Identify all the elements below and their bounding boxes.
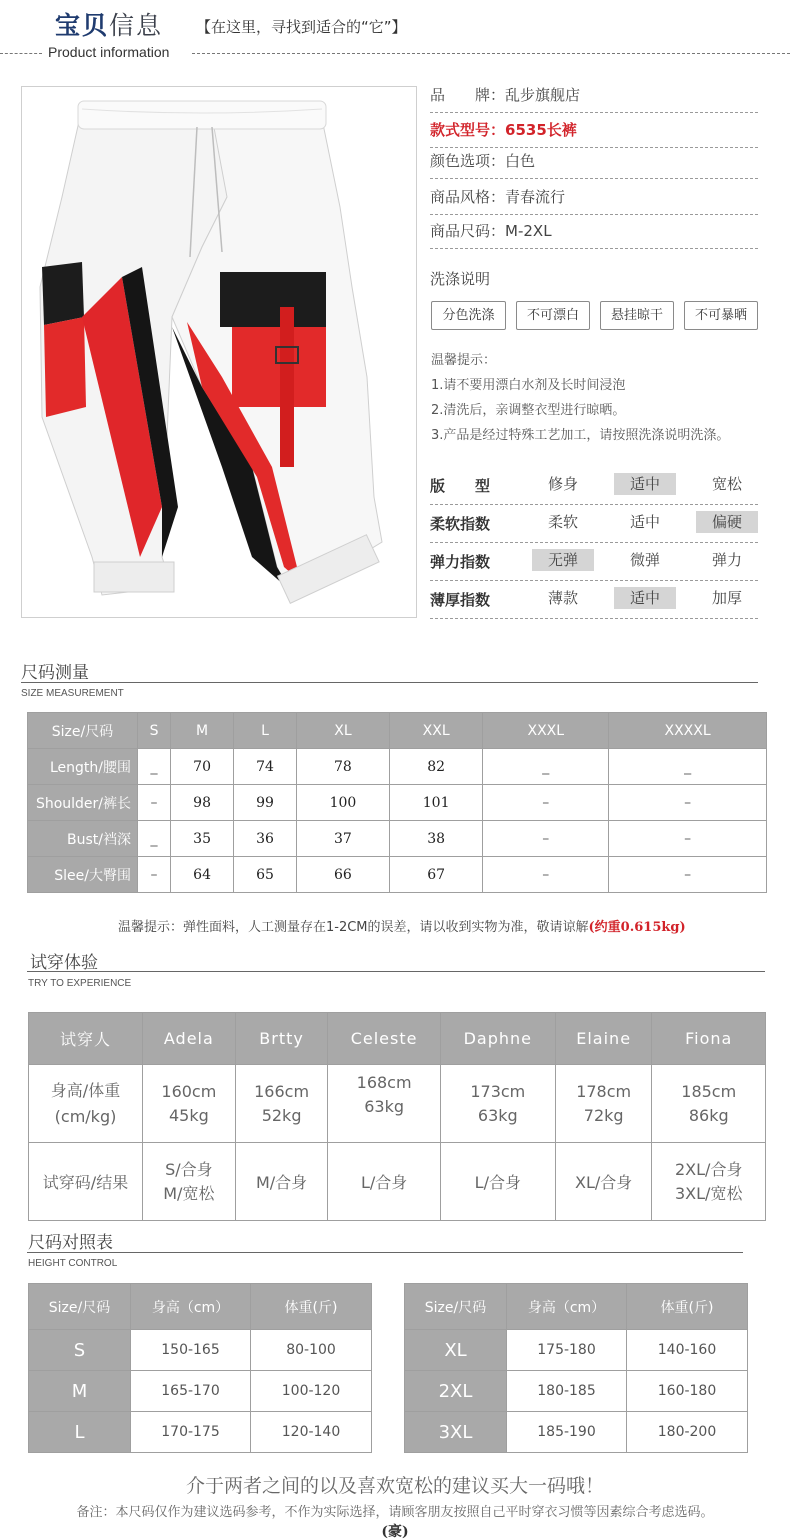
row-header: Slee/大臀围: [28, 857, 138, 893]
size-table: [27, 712, 767, 893]
divider: [21, 682, 758, 683]
section-subtitle: HEIGHT CONTROL: [28, 1258, 118, 1269]
table-header-cell: Daphne: [440, 1013, 555, 1065]
size-cell: M: [29, 1371, 131, 1412]
attr-option: 柔软: [547, 513, 578, 531]
table-header-cell: M: [171, 713, 234, 749]
table-header-cell: Brtty: [235, 1013, 328, 1065]
attr-option-selected: 适中: [614, 587, 676, 609]
size-advice: 介于两者之间的以及喜欢宽松的建议买大一码哦！: [185, 1475, 604, 1497]
table-header-row: [405, 1284, 748, 1330]
attr-option-selected: 适中: [614, 473, 676, 495]
table-header-cell: 身高（cm）: [131, 1284, 251, 1330]
table-row: [405, 1330, 748, 1371]
size-cell: S: [29, 1330, 131, 1371]
attr-option: 宽松: [711, 475, 742, 493]
table-header-row: [28, 713, 767, 749]
table-cell: 180-200: [627, 1412, 748, 1453]
table-cell: 66: [297, 857, 390, 893]
table-cell: 150-165: [131, 1330, 251, 1371]
table-cell: 140-160: [627, 1330, 748, 1371]
tip-line: 2.清洗后，亲调整衣型进行晾晒。: [431, 403, 626, 418]
attr-row-elasticity: 弹力指数 无弹 微弹 弹力: [430, 543, 758, 581]
attr-row-softness: 柔软指数 柔软 适中 偏硬: [430, 505, 758, 543]
table-cell: 37: [297, 821, 390, 857]
table-cell: 36: [234, 821, 297, 857]
section-subtitle: TRY TO EXPERIENCE: [28, 978, 132, 989]
table-cell: S/合身 M/宽松: [143, 1143, 236, 1221]
table-cell: _: [609, 749, 767, 785]
divider: [0, 53, 42, 54]
table-cell: 74: [234, 749, 297, 785]
attr-option: 弹力: [711, 551, 742, 569]
table-row: [28, 749, 767, 785]
table-cell: 185cm 86kg: [652, 1065, 766, 1143]
attr-option: 适中: [629, 513, 660, 531]
table-row: [29, 1412, 372, 1453]
table-cell: –: [138, 785, 171, 821]
table-cell: _: [483, 749, 609, 785]
table-cell: _: [138, 749, 171, 785]
table-cell: 178cm 72kg: [555, 1065, 652, 1143]
tips-title: 温馨提示：: [431, 353, 497, 368]
pants-illustration: [22, 87, 417, 618]
table-cell: 100-120: [251, 1371, 372, 1412]
table-cell: 175-180: [507, 1330, 627, 1371]
size-cell: XL: [405, 1330, 507, 1371]
table-row: [28, 785, 767, 821]
height-table-left: [28, 1283, 372, 1453]
tip-line: 3.产品是经过特殊工艺加工，请按照洗涤说明洗涤。: [431, 428, 730, 443]
table-row: [29, 1143, 766, 1221]
divider: [27, 971, 765, 972]
table-cell: 185-190: [507, 1412, 627, 1453]
size-note: 温馨提示：弹性面料，人工测量存在1-2CM的误差，请以收到实物为准，敬请谅解(约重0.615kg): [118, 920, 686, 935]
attr-option: 薄款: [547, 589, 578, 607]
attr-option: 修身: [547, 475, 578, 493]
table-cell: 173cm 63kg: [440, 1065, 555, 1143]
table-cell: 99: [234, 785, 297, 821]
section-title: 尺码对照表: [28, 1233, 113, 1253]
spec-style: 商品风格：青春流行: [430, 180, 758, 215]
table-header-cell: Fiona: [652, 1013, 766, 1065]
table-header-cell: XXXXL: [609, 713, 767, 749]
table-row: [29, 1065, 766, 1143]
product-image: [21, 86, 417, 618]
table-cell: 2XL/合身 3XL/宽松: [652, 1143, 766, 1221]
table-cell: 65: [234, 857, 297, 893]
tip-line: 1.请不要用漂白水剂及长时间浸泡: [431, 378, 626, 393]
row-header: Shoulder/裤长: [28, 785, 138, 821]
table-row: [29, 1330, 372, 1371]
table-cell: M/合身: [235, 1143, 328, 1221]
table-header-cell: XXL: [389, 713, 483, 749]
table-cell: 160cm 45kg: [143, 1065, 236, 1143]
table-cell: –: [138, 857, 171, 893]
table-header-cell: 体重(斤): [627, 1284, 748, 1330]
size-cell: 2XL: [405, 1371, 507, 1412]
table-cell: 170-175: [131, 1412, 251, 1453]
table-header-cell: 体重(斤): [251, 1284, 372, 1330]
table-row: [28, 821, 767, 857]
row-header: Length/腰围: [28, 749, 138, 785]
table-header-row: [29, 1013, 766, 1065]
table-cell: –: [483, 857, 609, 893]
table-header-cell: Size/尺码: [28, 713, 138, 749]
section-subtitle: SIZE MEASUREMENT: [21, 688, 124, 699]
row-header: 身高/体重 (cm/kg): [29, 1065, 143, 1143]
table-cell: 180-185: [507, 1371, 627, 1412]
spec-color: 颜色选项：白色: [430, 144, 758, 179]
table-row: [29, 1371, 372, 1412]
table-row: [405, 1371, 748, 1412]
table-cell: 70: [171, 749, 234, 785]
attr-row-thickness: 薄厚指数 薄款 适中 加厚: [430, 581, 758, 619]
try-on-table: [28, 1012, 766, 1221]
wash-badge: 不可暴晒: [684, 301, 758, 330]
page-title: 宝贝信息: [55, 11, 164, 40]
divider: [192, 53, 790, 54]
table-header-cell: L: [234, 713, 297, 749]
table-cell: L/合身: [440, 1143, 555, 1221]
wash-title: 洗涤说明: [430, 270, 491, 288]
wash-badge: 分色洗涤: [431, 301, 506, 330]
table-header-cell: Elaine: [555, 1013, 652, 1065]
page-subtitle: Product information: [48, 44, 170, 60]
table-cell: XL/合身: [555, 1143, 652, 1221]
table-header-cell: Celeste: [328, 1013, 440, 1065]
table-cell: –: [483, 821, 609, 857]
height-table-right: [404, 1283, 748, 1453]
table-cell: 120-140: [251, 1412, 372, 1453]
wash-badge: 不可漂白: [516, 301, 590, 330]
table-cell: –: [609, 857, 767, 893]
table-header-cell: XL: [297, 713, 390, 749]
size-cell: L: [29, 1412, 131, 1453]
table-cell: L/合身: [328, 1143, 440, 1221]
weight-note: (约重0.615kg): [588, 920, 686, 935]
section-title: 试穿体验: [30, 953, 98, 973]
spec-brand: 品 牌：乱步旗舰店: [430, 78, 758, 113]
section-title: 尺码测量: [21, 663, 89, 683]
table-cell: –: [609, 785, 767, 821]
size-cell: 3XL: [405, 1412, 507, 1453]
attr-option-selected: 无弹: [532, 549, 594, 571]
table-cell: _: [138, 821, 171, 857]
attr-option: 微弹: [629, 551, 660, 569]
table-row: [28, 857, 767, 893]
disclaimer-note: 备注：本尺码仅作为建议选码参考，不作为实际选择，请顾客朋友按照自己平时穿衣习惯等因素综合考虑选码。: [76, 1505, 714, 1520]
table-header-cell: 试穿人: [29, 1013, 143, 1065]
table-cell: 82: [389, 749, 483, 785]
table-cell: 100: [297, 785, 390, 821]
divider: [27, 1252, 743, 1253]
table-cell: 160-180: [627, 1371, 748, 1412]
page-tagline: 【在这里，寻找到适合的“它”】: [196, 18, 407, 36]
table-header-cell: Size/尺码: [29, 1284, 131, 1330]
table-cell: 165-170: [131, 1371, 251, 1412]
table-header-cell: XXXL: [483, 713, 609, 749]
table-cell: –: [483, 785, 609, 821]
table-header-cell: S: [138, 713, 171, 749]
table-header-cell: Size/尺码: [405, 1284, 507, 1330]
spec-size: 商品尺码：M-2XL: [430, 214, 758, 249]
spec-model: 款式型号：6535长裤: [430, 113, 758, 148]
row-header: Bust/裆深: [28, 821, 138, 857]
table-cell: 67: [389, 857, 483, 893]
table-cell: 78: [297, 749, 390, 785]
table-cell: 166cm 52kg: [235, 1065, 328, 1143]
attr-row-fit: 版 型 修身 适中 宽松: [430, 467, 758, 505]
attr-option-selected: 偏硬: [696, 511, 758, 533]
footer-mark: (豪): [381, 1524, 409, 1540]
table-header-cell: 身高（cm）: [507, 1284, 627, 1330]
table-cell: 35: [171, 821, 234, 857]
table-cell: 80-100: [251, 1330, 372, 1371]
table-header-cell: Adela: [143, 1013, 236, 1065]
row-header: 试穿码/结果: [29, 1143, 143, 1221]
table-cell: 38: [389, 821, 483, 857]
attr-option: 加厚: [711, 589, 742, 607]
table-cell: 101: [389, 785, 483, 821]
table-cell: 98: [171, 785, 234, 821]
wash-badge: 悬挂晾干: [600, 301, 674, 330]
table-cell: 168cm 63kg: [328, 1065, 440, 1143]
table-cell: 64: [171, 857, 234, 893]
table-header-row: [29, 1284, 372, 1330]
table-cell: –: [609, 821, 767, 857]
table-row: [405, 1412, 748, 1453]
